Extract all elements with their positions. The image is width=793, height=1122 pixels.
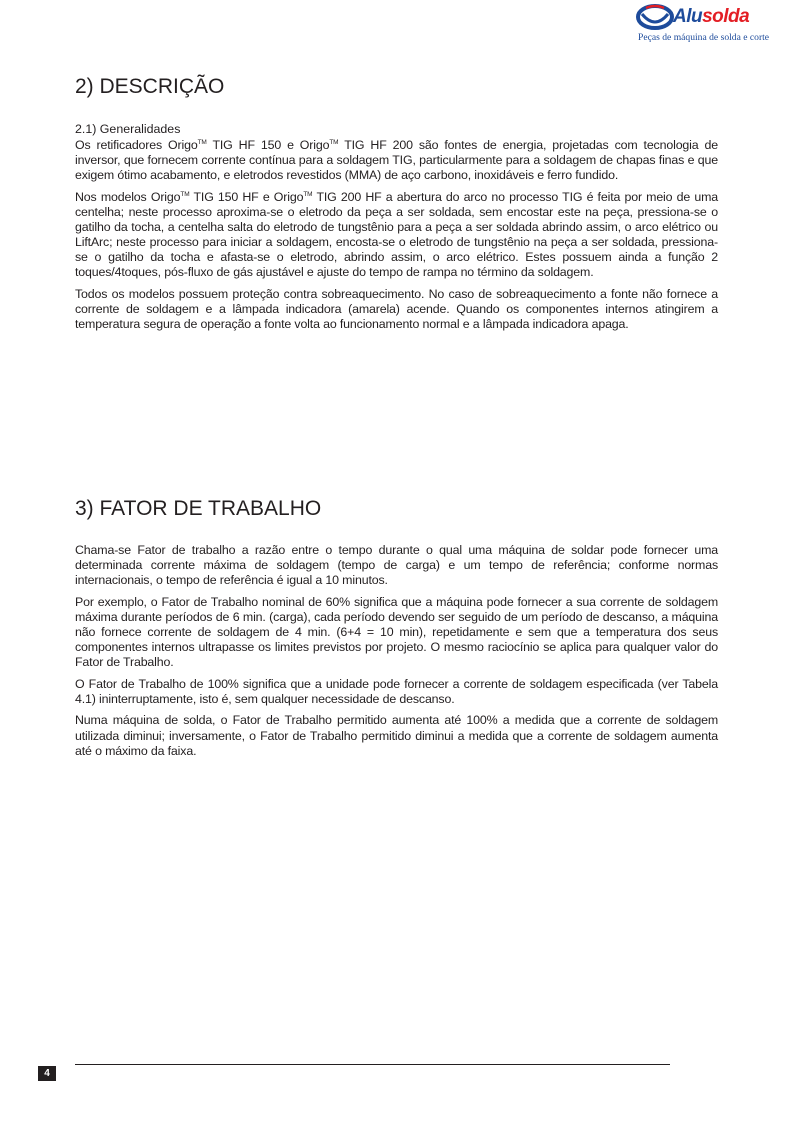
p2-text-a: Nos modelos Origo <box>75 189 181 204</box>
p2-text-b: TIG 150 HF e Origo <box>189 189 304 204</box>
logo-tagline: Peças de máquina de solda e corte <box>638 32 770 43</box>
logo-word-alu: Alu <box>673 6 703 27</box>
section-2-paragraph-3: Todos os modelos possuem proteção contra sobreaquecimento. No caso de sobreaquecimento a fonte não fornece a corrente de soldagem e a lâmpada indicadora (amarela) acende. Quando os componentes internos atingirem a temperatura segura de operação a fonte volta ao funcionamento normal e a lâmpada indicadora apaga. <box>75 286 718 332</box>
section-3-title: 3) FATOR DE TRABALHO <box>75 497 322 520</box>
p2-text-c: TIG 200 HF a abertura do arco no processo TIG é feita por meio de uma centelha; neste processo aproxima-se o eletrodo da peça a ser soldada, sem encostar este na peça, pressiona-se o gatilho da tocha, a centelha salta do eletrodo de tungstênio para a peça a ser soldada abrindo assim, o arco elétrico ou LiftArc; neste processo para iniciar a soldagem, encosta-se o eletrodo de tungstênio na peça a ser soldada, pressiona-se o gatilho da tocha e afasta-se o eletrodo, abrindo assim, o arco elétrico. Estes possuem ainda a função 2 toques/4toques, pós-fluxo de gás ajustável e ajuste do tempo de rampa no término da soldagem. <box>75 189 718 280</box>
section-3-paragraph-4: Numa máquina de solda, o Fator de Trabalho permitido aumenta até 100% a medida que a corrente de soldagem utilizada diminui; inversamente, o Fator de Trabalho permitido diminui a medida que a corrente de soldagem aumenta até o máximo da faixa. <box>75 713 718 758</box>
page-number-badge: 4 <box>38 1066 56 1081</box>
section-2-paragraph-2 <box>75 190 718 281</box>
p1-text-c: TIG HF 200 são fontes de energia, projetadas com tecnologia de inversor, que fornecem corrente contínua para a soldagem TIG, particularmente para a soldagem de chapas finas e que exigem ótimo acabamento, e eletrodos revestidos (MMA) de aço carbono, inoxidáveis e ferro fundido. <box>75 138 718 183</box>
logo-wordmark <box>673 5 749 29</box>
trademark-mark: TM <box>197 139 207 146</box>
section-3-body <box>75 543 718 765</box>
p1-text-b: TIG HF 150 e Origo <box>206 138 330 152</box>
p1-text-a: Os retificadores Origo <box>75 138 198 152</box>
trademark-mark: TM <box>329 139 339 146</box>
trademark-mark: TM <box>303 190 313 198</box>
footer-divider <box>75 1064 670 1065</box>
trademark-mark: TM <box>180 190 190 198</box>
section-3-paragraph-3: O Fator de Trabalho de 100% significa que a unidade pode fornecer a corrente de soldagem especificada (ver Tabela 4.1) ininterruptamente, isto é, sem qualquer necessidade de descanso. <box>75 676 718 706</box>
section-2-paragraph-1 <box>75 138 718 183</box>
section-2-title: 2) DESCRIÇÃO <box>75 75 225 98</box>
section-2-body <box>75 138 718 339</box>
section-3-paragraph-2: Por exemplo, o Fator de Trabalho nominal de 60% significa que a máquina pode fornecer a sua corrente de soldagem máxima durante períodos de 6 min. (carga), cada período devendo ser seguido de um período de descanso, a máquina não fornece corrente de soldagem de 4 min. (6+4 = 10 min), repetidamente e sem que a temperatura dos seus componentes internos ultrapasse os limites previstos por projeto. O mesmo raciocínio se aplica para qualquer valor do Fator de Trabalho. <box>75 594 718 670</box>
alusolda-logo <box>636 2 770 46</box>
subsection-2-1-heading: 2.1) Generalidades <box>75 122 181 136</box>
alusolda-swirl-icon <box>636 4 674 30</box>
logo-word-solda: solda <box>702 6 750 27</box>
section-3-paragraph-1: Chama-se Fator de trabalho a razão entre o tempo durante o qual uma máquina de soldar pode fornecer uma determinada corrente máxima de soldagem (tempo de carga) e um tempo de referência; conforme normas internacionais, o tempo de referência é igual a 10 minutos. <box>75 543 718 588</box>
